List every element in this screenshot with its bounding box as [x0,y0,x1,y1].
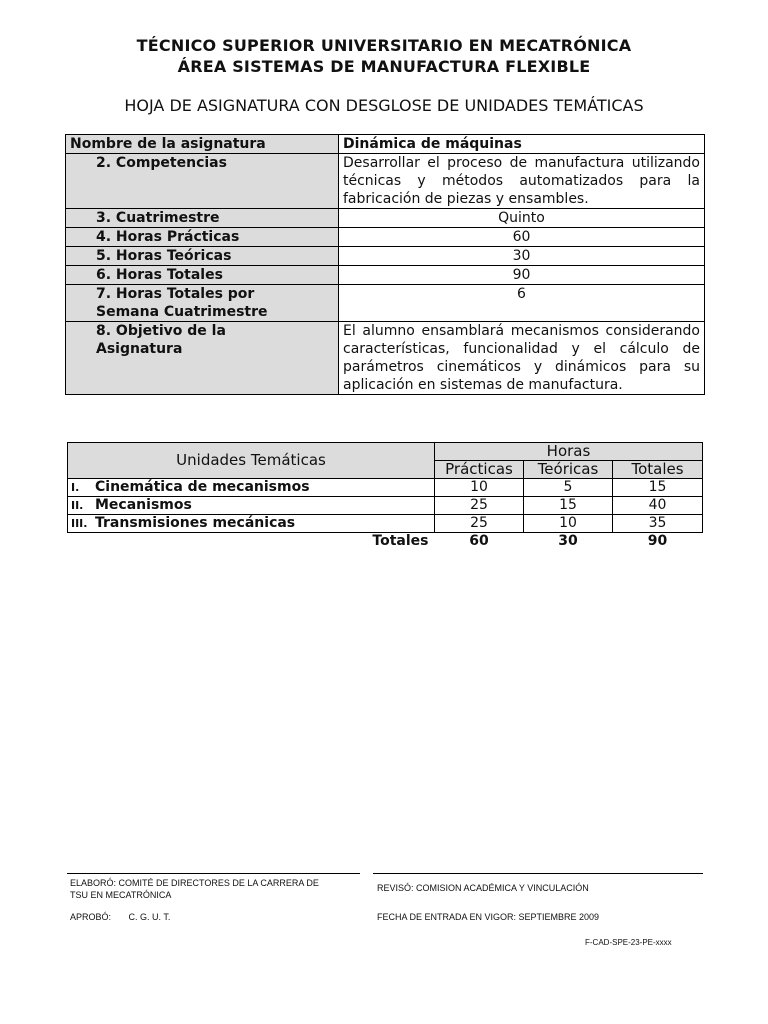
unit-name-cell [68,515,435,533]
info-row-objetivo [66,322,705,395]
unit-teoricas: 15 [524,497,613,515]
unit-totales: 40 [613,497,703,515]
units-col-unidades: Unidades Temáticas [68,443,435,479]
info-label-objetivo [66,322,339,395]
unit-practicas: 25 [435,497,524,515]
info-row-horas-semana [66,285,705,322]
info-value-horas-teoricas: 30 [339,247,705,266]
info-value-objetivo: El alumno ensamblará mecanismos considerando características, funcionalidad y el cálculo de parámetros cinemáticos y dinámicos para su aplicación en sistemas de manufactura. [339,322,705,395]
info-label-cuatrimestre: 3. Cuatrimestre [66,209,339,228]
units-col-practicas: Prácticas [435,461,524,479]
unit-name-cell [68,479,435,497]
info-row-cuatrimestre [66,209,705,228]
totals-row [68,533,703,551]
info-row-horas-teoricas [66,247,705,266]
info-value-cuatrimestre: Quinto [339,209,705,228]
units-header-row-1 [68,443,703,461]
info-label-horas-semana [66,285,339,322]
unit-roman: III. [71,517,88,530]
unit-name: Transmisiones mecánicas [95,515,296,531]
footer-divider-left [67,873,360,874]
table-row [68,497,703,515]
unit-practicas: 25 [435,515,524,533]
document-title-line-1: TÉCNICO SUPERIOR UNIVERSITARIO EN MECATRÓNICA [136,36,632,55]
units-col-teoricas: Teóricas [524,461,613,479]
totals-teoricas: 30 [558,533,578,549]
unit-practicas: 10 [435,479,524,497]
info-row-horas-totales [66,266,705,285]
document-subtitle: HOJA DE ASIGNATURA CON DESGLOSE DE UNIDADES TEMÁTICAS [124,96,644,115]
unit-roman: I. [71,481,80,494]
info-label-horas-teoricas: 5. Horas Teóricas [66,247,339,266]
subject-info-table [65,134,705,395]
unit-name-cell [68,497,435,515]
unit-teoricas: 10 [524,515,613,533]
units-col-totales: Totales [613,461,703,479]
info-label-horas-practicas: 4. Horas Prácticas [66,228,339,247]
unit-name: Mecanismos [95,497,192,513]
unit-totales: 15 [613,479,703,497]
footer-fecha-vigor: FECHA DE ENTRADA EN VIGOR: SEPTIEMBRE 2009 [377,912,600,922]
footer-form-code: F-CAD-SPE-23-PE-xxxx [585,938,672,947]
info-value-competencias: Desarrollar el proceso de manufactura utilizando técnicas y métodos automatizados para la fabricación de piezas y ensambles. [339,154,705,209]
info-label-name: Nombre de la asignatura [66,135,339,154]
info-row-name [66,135,705,154]
table-row [68,515,703,533]
info-label-horas-semana-line-2: Semana Cuatrimestre [96,304,268,320]
units-col-horas: Horas [435,443,703,461]
footer-elaboro-line-1: ELABORÓ: COMITÉ DE DIRECTORES DE LA CARRERA DE [70,878,319,888]
units-table [67,442,703,550]
footer-elaboro-line-2: TSU EN MECATRÓNICA [70,890,172,900]
totals-totales: 90 [647,533,668,549]
footer-reviso: REVISÓ: COMISION ACADÉMICA Y VINCULACIÓN [377,883,589,893]
info-row-competencias [66,154,705,209]
info-value-horas-semana: 6 [339,285,705,322]
info-label-objetivo-line-1: 8. Objetivo de la [96,323,226,339]
footer-divider-right [373,873,703,874]
document-title-line-2: ÁREA SISTEMAS DE MANUFACTURA FLEXIBLE [177,57,591,76]
info-label-horas-totales: 6. Horas Totales [66,266,339,285]
info-row-horas-practicas [66,228,705,247]
info-value-name: Dinámica de máquinas [339,135,705,154]
info-label-objetivo-line-2: Asignatura [96,341,183,357]
info-label-horas-semana-line-1: 7. Horas Totales por [96,286,255,302]
footer-aprobo: APROBÓ: C. G. U. T. [70,912,171,922]
unit-teoricas: 5 [524,479,613,497]
info-label-competencias: 2. Competencias [66,154,339,209]
info-value-horas-totales: 90 [339,266,705,285]
unit-roman: II. [71,499,84,512]
totals-practicas: 60 [469,533,489,549]
unit-name: Cinemática de mecanismos [95,479,310,495]
table-row [68,479,703,497]
totals-label: Totales [372,533,429,549]
info-value-horas-practicas: 60 [339,228,705,247]
unit-totales: 35 [613,515,703,533]
